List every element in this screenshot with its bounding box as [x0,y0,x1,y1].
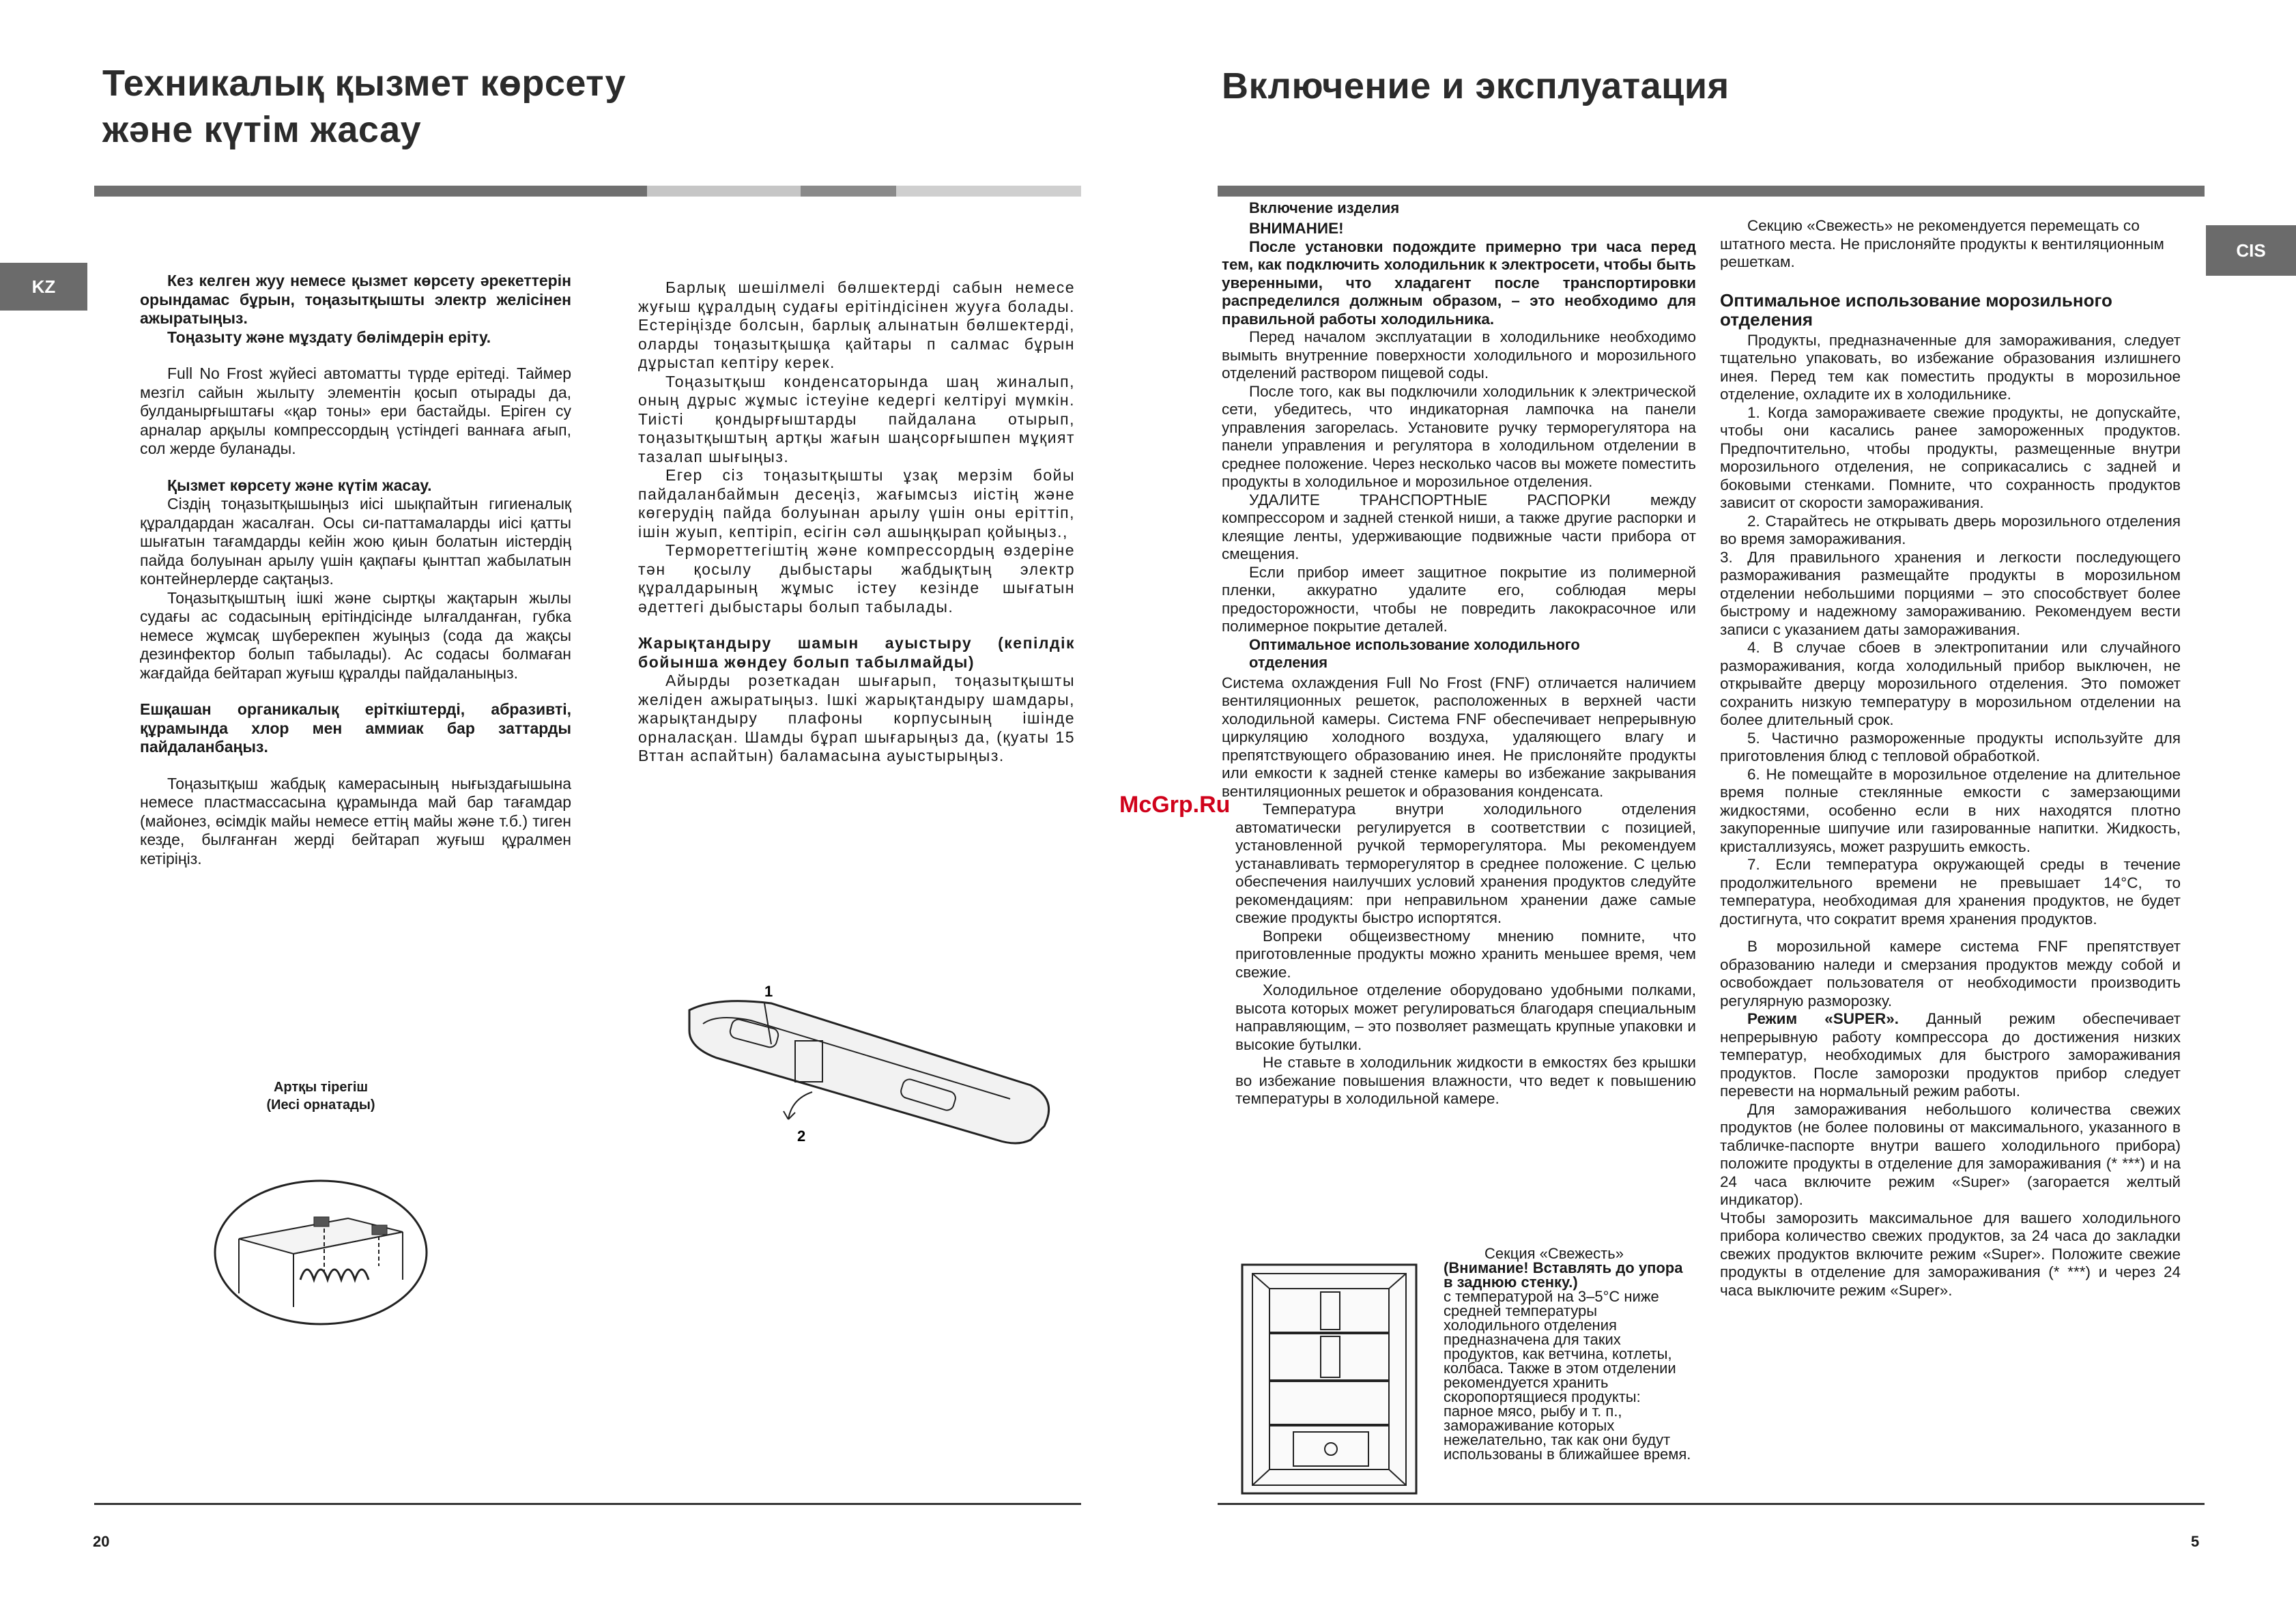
right-page-number: 5 [2191,1533,2200,1550]
kz-paragraph: Тоңазытқыштың ішкі және сыртқы жақтарын жылы судағы ас содасының ерітіндісінде ылғалданған, губка немесе жұмсақ шүберекпен жуыңыз (сода да жақсы дезинфектор болып табылады). Ас содасы болмаған жағдайда бейтарап жуғыш құралды пайдаланыңыз. [140,588,571,682]
ru-paragraph: Если прибор имеет защитное покрытие из полимерной пленки, аккуратно удалите его, соблюдая меры предосторожности, чтобы не повредить лакокрасочное или полимерное покрытие деталей. [1222,563,1696,635]
kz-defrost-heading: Тоңазыту және мұздату бөлімдерін еріту. [167,328,491,346]
ru-paragraph: Холодильное отделение оборудовано удобными полками, высота которых может регулироваться благодаря специальным направляющим, – это позволяет размещать крупные упаковки и высокие бутылки. [1235,981,1696,1053]
kz-intro-warning: Кез келген жуу немесе қызмет көрсету әрекеттерін орындамас бұрын, тоңазытқышты электр желісінен ажыратыңыз. [140,272,571,327]
ru-paragraph: 3. Для правильного хранения и легкости последующего размораживания размещайте продукты в морозильном отделении небольшими порциями – это способствует более быстрому и надежному замораживанию. Рекомендуем вести записи с указанием даты замораживания. [1720,548,2181,638]
ru-paragraph: Температура внутри холодильного отделения автоматически регулируется в соответствии с позицией, установленной ручкой терморегулятора. Мы рекомендуем устанавливать терморегулятор в среднее положение. С целью обеспечения наилучших условий хранения продуктов следуйте рекомендациям: при неправильном хранении даже самые свежие продукты быстро испортятся. [1235,801,1696,926]
ru-paragraph: 2. Старайтесь не открывать дверь морозильного отделения во время замораживания. [1720,512,2181,547]
super-mode-text: Данный режим обеспечивает непрерывную работу компрессора до достижения низких температур, необходимых для быстрого замораживания продуктов. После заморозки продуктов прибор следует перевести на нормальный режим работы. [1720,1010,2181,1100]
kz-paragraph: Термореттегіштің және компрессордың өздеріне тән қосылу дыбыстары жабдықтың электр құралдарының жұмыс істеу кезінде шығатын әдеттегі дыбыстары болып табылады. [638,541,1075,616]
ru-paragraph: 1. Когда замораживаете свежие продукты, не допускайте, чтобы они касались ранее замороженных продуктов. Предпочтительно, чтобы продукты, размещенные внутри морозильного отделения, не соприкасались с задней и боковыми стенками. Помните, что сохранность продуктов зависит от скорости замораживания. [1720,403,2181,511]
left-column-2 [638,278,1075,766]
kz-paragraph: Егер сіз тоңазытқышты ұзақ мерзім бойы пайдаланбаймын десеңіз, жағымсыз иістің және көгерудің пайда болуынан арылу үшін оны еріттіп, ішін жуып, кептіріп, есігін сәл ашыңқырап қойыңыз., [638,466,1075,541]
ru-paragraph: Секцию «Свежесть» не рекомендуется перемещать со штатного места. Не прислоняйте продукты к вентиляционным решеткам. [1720,217,2164,270]
fresh-intro: Секция «Свежесть» [1484,1245,1624,1262]
kz-solvent-warning: Ешқашан органикалық еріткіштерді, абразивті, құрамында хлор мен аммиак бар заттарды пайдаланбаңыз. [140,700,571,756]
lang-tab-cis: CIS [2206,225,2296,276]
left-title-line1: Техникалық қызмет көрсету [102,63,626,104]
fresh-warning: (Внимание! Вставлять до упора в заднюю стенку.) [1444,1259,1683,1291]
left-column-1 [140,272,571,868]
ru-paragraph: Чтобы заморозить максимальное для вашего холодильного прибора количество свежих продуктов, за 24 часа до закладки свежих продуктов включите режим «Super». Положите свежие продукты в отделение для замораживания (* ***) и через 24 часа выключите режим «Super». [1720,1209,2181,1299]
ru-freezer-heading: Оптимальное использование морозильного отделения [1720,289,2112,330]
kz-paragraph: Тоңазытқыш жабдық камерасының нығыздағышына немесе пластмассасына құрамында май бар тағамдар (майонез, өсімдік майы немесе еттің майы және т.б.) тиген кезде, былғанған жерді бейтарап жуғыш құралмен кетіріңіз. [140,774,571,867]
kz-paragraph: Барлық шешілмелі бөлшектерді сабын немесе жуғыш құралдың судағы ерітіндісінен жууға болады. Естеріңізде болсын, барлық алынатын бөлшектерді, оларды тоңазытқышқа қайтары п салмас бұрын дұрыстап кептіру керек. [638,278,1075,371]
ru-paragraph: Не ставьте в холодильник жидкости в емкостях без крышки во избежание повышения влажности, что ведет к повышению температуры в холодильной камере. [1235,1054,1696,1107]
ru-paragraph: Система охлаждения Full No Frost (FNF) отличается наличием вентиляционных решеток, расположенных в верхней части холодильной камеры. Система FNF обеспечивает непрерывную циркуляцию холодного воздуха, удаляющего влагу и препятствующего образованию инея. Не прислоняйте продукты или емкости к задней стенке камеры во избежание закрывания вентиляционных решеток и образования конденсата. [1222,674,1696,800]
ru-paragraph: Перед началом эксплуатации в холодильнике необходимо вымыть внутренние поверхности холодильного и морозильного отделений раствором пищевой соды. [1222,328,1696,382]
ru-paragraph: Продукты, предназначенные для замораживания, следует тщательно упаковать, во избежание образования излишнего инея. Перед тем как поместить продукты в морозильное отделение, охладите их в холодильнике. [1720,331,2181,403]
ru-paragraph: 7. Если температура окружающей среды в течение продолжительного времени не превышает 14°C, то температура, необходимая для хранения продуктов, не будет достигнута, что сократит время хранения продуктов. [1720,856,2181,928]
caption-line2: (Иесі орнатады) [266,1098,375,1113]
ru-warning-heading: ВНИМАНИЕ! [1249,220,1344,237]
super-mode-label: Режим «SUPER». [1747,1010,1899,1027]
watermark: McGrp.Ru [1119,792,1231,818]
fresh-section-text [1444,1246,1693,1461]
ru-paragraph: После того, как вы подключили холодильник к электрической сети, убедитесь, что индикаторная лампочка на панели управления загорелась. Установите ручку терморегулятора на панели управления и регулятора в холодильном отделении в среднее положение. Через несколько часов вы можете поместить продукты в холодильное и морозильное отделения. [1222,382,1696,490]
ru-fridge-heading: Оптимальное использование холодильного отделения [1249,635,1580,671]
kz-lamp-heading: Жарықтандыру шамын ауыстыру (кепілдік бойынша жөндеу болып табылмайды) [638,634,1075,671]
left-page-number: 20 [93,1533,110,1550]
left-header-rule [94,186,1081,197]
ru-paragraph: УДАЛИТЕ ТРАНСПОРТНЫЕ РАСПОРКИ между компрессором и задней стенкой ниши, а также другие распорки и клеящие ленты, удерживающие подвижные части прибора от смещения. [1222,491,1696,562]
fridge-interior-illustration [1239,1261,1420,1497]
ru-on-heading: Включение изделия [1249,199,1400,216]
right-column-2 [1720,217,2181,1300]
fresh-description: с температурой на 3–5°C ниже средней температуры холодильного отделения предназначена для таких продуктов, как ветчина, котлеты, колбаса. Также в этом отделении рекомендуется хранить скоропортящиеся продукты: парное мясо, рыбу и т. п., замораживание которых нежелательно, так как они будут использованы в ближайшее время. [1444,1288,1691,1463]
fig-label-1: 1 [764,983,773,1000]
caption-line1: Артқы тірегіш [273,1080,369,1095]
ru-paragraph: Для замораживания небольшого количества свежих продуктов (не более половины от максимального, указанного в табличке-паспорте внутри вашего холодильного прибора) положите продукты в отделение для замораживания (* ***) и на 24 часа включите режим «Super» (загорается желтый индикатор). [1720,1100,2181,1208]
left-page-title [102,60,626,153]
right-column-1 [1222,199,1696,1108]
right-page-title: Включение и эксплуатация [1222,66,1730,106]
left-footer-rule [94,1503,1081,1505]
rear-spacer-caption [225,1078,416,1114]
ru-paragraph: В морозильной камере система FNF препятствует образованию наледи и смерзания продуктов между собой и освобождает пользователя от необходимости производить регулярную разморозку. [1720,938,2181,1009]
kz-care-heading: Қызмет көрсету және күтім жасау. [167,476,432,494]
lamp-cover-illustration [676,983,1058,1174]
right-header-rule [1218,186,2205,197]
ru-warning-text: После установки подождите примерно три часа перед тем, как подключить холодильник к электросети, чтобы быть уверенными, что хладагент после транспортировки распределился должным образом, – это необходимо для правильной работы холодильника. [1222,238,1696,328]
kz-paragraph: Айырды розеткадан шығарып, тоңазытқышты желіден ажыратыңыз. Ішкі жарықтандыру шамдары, жарықтандыру плафоны корпусының ішінде орналасқан. Шамды бұрап шығарыңыз да, (қуаты 15 Вттан аспайтын) баламасына ауыстырыңыз. [638,672,1075,764]
ru-paragraph: 4. В случае сбоев в электропитании или случайного размораживания, когда холодильный прибор выключен, не открывайте дверцу морозильного отделения. Это поможет сохранить низкую температуру в морозильном отделении на более длительный срок. [1720,639,2181,728]
fig-label-2: 2 [797,1128,806,1145]
right-footer-rule [1218,1503,2205,1505]
kz-paragraph: Тоңазытқыш конденсаторында шаң жиналып, оның дұрыс жұмыс істеуіне кедергі келтіруі мүмкін. Тиісті қондырғыштарды пайдалана отырып, тоңазытқыштың артқы жағын шаңсорғышпен мұқият тазалап шығыңыз. [638,372,1075,465]
lang-tab-kz: KZ [0,263,87,311]
left-title-line2: және күтім жасау [102,109,422,150]
kz-paragraph: Full No Frost жүйесі автоматты түрде ерітеді. Таймер мезгіл сайын жылыту элементін қосып отырады да, булданырғыштағы «қар тоны» ери бастайды. Еріген су арналар арқылы компрессордың үстіндегі ваннаға ағып, сол жерде буланады. [140,364,571,457]
ru-paragraph: 6. Не помещайте в морозильное отделение на длительное время полные стеклянные емкости с замерзающими жидкостями, особенно если в них находятся плотно закупоренные шипучие или газированные напитки. Жидкость, кристаллизуясь, может разрушить емкость. [1720,765,2181,855]
ru-paragraph: 5. Частично размороженные продукты используйте для приготовления блюд с тепловой обработкой. [1720,729,2181,764]
ru-paragraph: Вопреки общеизвестному мнению помните, что приготовленные продукты можно хранить меньшее время, чем свежие. [1235,927,1696,981]
rear-spacer-illustration [212,1177,430,1328]
ru-super-paragraph [1720,1010,2181,1101]
kz-paragraph: Сіздің тоңазытқышыңыз иісі шықпайтын гигиеналық құралдардан жасалған. Осы си-паттамаларды иісі қатты шығатын тағамдарды кейін жою қиын болатын иістердің пайда болуынан арылу үшін қақпағы қынттап жабылатын контейнерлерде сақтаңыз. [140,495,571,588]
